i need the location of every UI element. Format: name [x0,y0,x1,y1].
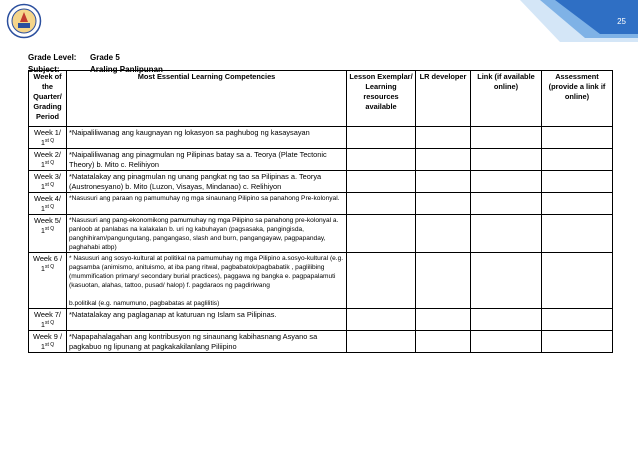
quarter-label: st Q [44,137,55,144]
table-row [29,149,613,171]
lr-cell [416,309,471,331]
link-cell [471,331,542,353]
table-row [29,253,613,309]
week-cell: Week 6 / $1^{st Q}$ [29,253,67,309]
table-header-row [29,71,613,127]
quarter-label: st Q [44,341,55,348]
link-cell [471,215,542,253]
quarter-label: st Q [44,263,55,270]
competency-cell: *Nasusuri ang pang-ekonomikong pamumuhay ng mga Pilipino sa panahong pre-kolonyal a. panloob at panlabas na kalakalan b. uri ng kabuhayan (pagsasaka, pangingisda, panghihiram/pangungutang, pangangaso, slash and burn, pangangayaw, pagpapanday, paghahabi atbp) [67,215,347,253]
melc-table [28,70,613,353]
exemplar-cell [347,127,416,149]
competency-cell: *Natatalakay ang pinagmulan ng unang pangkat ng tao sa Pilipinas a. Teorya (Austronesyano) b. Mito (Luzon, Visayas, Mindanao) c. Relihiyon [67,171,347,193]
week-label: Week 5/ [34,215,61,225]
quarter-label: st Q [44,181,55,188]
competency-cell: *Nasusuri ang paraan ng pamumuhay ng mga sinaunang Pilipino sa panahong Pre-kolonyal. [67,193,347,215]
link-cell [471,309,542,331]
quarter-label: st Q [44,319,55,326]
week-label: Week 3/ [34,171,61,181]
week-label: Week 1/ [34,127,61,137]
week-label: Week 4/ [34,193,61,203]
header-week: Week of the Quarter/ Grading Period [29,71,67,127]
exemplar-cell [347,149,416,171]
header-link: Link (if available online) [471,71,542,127]
assessment-cell [542,149,613,171]
exemplar-cell [347,171,416,193]
lr-cell [416,253,471,309]
lr-cell [416,193,471,215]
exemplar-cell [347,193,416,215]
table-row [29,193,613,215]
quarter-label: st Q [44,225,55,232]
assessment-cell [542,331,613,353]
assessment-cell [542,193,613,215]
subject-label: Subject: [28,65,60,74]
lr-cell [416,149,471,171]
week-cell: Week 9 / $1^{st Q}$ [29,331,67,353]
assessment-cell [542,309,613,331]
header-competencies: Most Essential Learning Competencies [67,71,347,127]
exemplar-cell [347,309,416,331]
link-cell [471,193,542,215]
header-exemplar: Lesson Exemplar/ Learning resources available [347,71,416,127]
quarter-label: st Q [44,159,55,166]
table-row [29,215,613,253]
week-label: Week 2/ [34,149,61,159]
table-row [29,171,613,193]
week-cell: Week 4/ $1^{st Q}$ [29,193,67,215]
page-number: 25 [617,17,626,26]
assessment-cell [542,253,613,309]
assessment-cell [542,171,613,193]
table-row [29,127,613,149]
link-cell [471,253,542,309]
week-cell: Week 2/ $1^{st Q}$ [29,149,67,171]
exemplar-cell [347,215,416,253]
quarter-label: st Q [44,203,55,210]
header-assessment: Assessment (provide a link if online) [542,71,613,127]
competency-part-b: b.politikal (e.g. namumuno, pagbabatas at paglilitis) [69,299,220,307]
week-cell: Week 3/ $1^{st Q}$ [29,171,67,193]
competency-cell: *Naipaliliwanag ang kaugnayan ng lokasyon sa paghubog ng kasaysayan [67,127,347,149]
exemplar-cell [347,331,416,353]
table-row [29,309,613,331]
exemplar-cell [347,253,416,309]
grade-level-label: Grade Level: [28,53,77,62]
week-label: Week 7/ [34,309,61,319]
subject-value: Araling Panlipunan [90,65,163,74]
week-label: Week 6 / [32,253,63,263]
week-cell: Week 7/ $1^{st Q}$ [29,309,67,331]
lr-cell [416,331,471,353]
competency-cell: *Naipaliliwanag ang pinagmulan ng Pilipinas batay sa a. Teorya (Plate Tectonic Theory) b. Mito c. Relihiyon [67,149,347,171]
assessment-cell [542,127,613,149]
table-row [29,331,613,353]
header-banner [0,0,638,42]
competency-cell: *Napapahalagahan ang kontribusyon ng sinaunang kabihasnang Asyano sa pagkabuo ng lipunang at pagkakakilanlang Piliipino [67,331,347,353]
competency-cell [67,253,347,309]
week-cell: Week 5/ $1^{st Q}$ [29,215,67,253]
assessment-cell [542,215,613,253]
lr-cell [416,127,471,149]
lr-cell [416,215,471,253]
deped-seal-icon [6,3,42,39]
week-label: Week 9 / [32,331,63,341]
lr-cell [416,171,471,193]
header-lr-developer: LR developer [416,71,471,127]
link-cell [471,127,542,149]
link-cell [471,149,542,171]
grade-level-value: Grade 5 [90,53,120,62]
link-cell [471,171,542,193]
competency-cell: *Natatalakay ang paglaganap at katuruan ng Islam sa Pilipinas. [67,309,347,331]
competency-part-a: * Nasusuri ang sosyo-kultural at politikal na pamumuhay ng mga Pilipino a.sosyo-kultural (e.g. pagsamba (animismo, anituismo, at iba pang ritwal, pagbabatok/pagbabatik , paglilibing (mummification primary/ secondary burial practices), paggawa ng bangka e. pagpapalamuti (kasuotan, alahas, tattoo, pusad/ halop) f. pagdaraos ng pagdiriwang [69,254,344,289]
week-cell: Week 1/ $1^{st Q}$ [29,127,67,149]
